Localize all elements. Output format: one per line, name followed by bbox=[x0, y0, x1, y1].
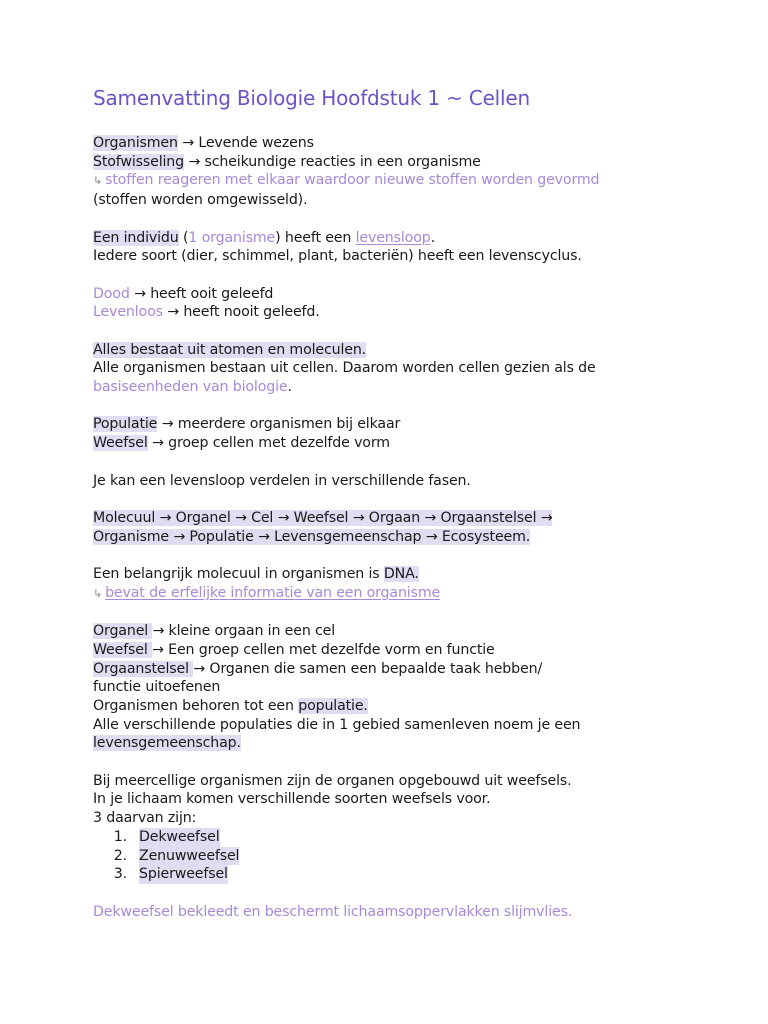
highlight-hierarchy: Molecuul → Organel → Cel → Weefsel → Orgaan → Orgaanstelsel → bbox=[93, 509, 553, 526]
definition-levenloos bbox=[93, 303, 693, 322]
definition-stofwisseling bbox=[93, 153, 693, 172]
sub-note-continuation: (stoffen worden omgewisseld). bbox=[93, 192, 308, 209]
list-item-label: Dekweefsel bbox=[139, 828, 220, 845]
list-number: 3. bbox=[113, 866, 127, 883]
orgaanstelsel-continuation: functie uitoefenen bbox=[93, 679, 221, 696]
definition-text: scheikundige reacties in een organisme bbox=[200, 153, 481, 170]
populatie-line bbox=[93, 697, 693, 716]
list-item-label: Zenuwweefsel bbox=[139, 847, 240, 864]
sub-note-stofwisseling bbox=[93, 171, 693, 191]
highlight-hierarchy: Organisme → Populatie → Levensgemeenschap → Ecosysteem. bbox=[93, 528, 531, 545]
atomen-line bbox=[93, 341, 693, 360]
list-item bbox=[93, 828, 693, 847]
term-organel: Organel bbox=[93, 623, 153, 640]
definition-text: Een groep cellen met dezelfde vorm en functie bbox=[163, 641, 495, 658]
hierarchy-line-1 bbox=[93, 509, 693, 528]
list-item bbox=[93, 847, 693, 866]
cellen-line: Alle organismen bestaan uit cellen. Daarom worden cellen gezien als de bbox=[93, 360, 596, 377]
sub-note-dna bbox=[93, 584, 693, 604]
definition-dood bbox=[93, 285, 693, 304]
term-levensgemeenschap: levensgemeenschap. bbox=[93, 735, 241, 752]
levensloop-link[interactable]: levensloop bbox=[355, 229, 431, 246]
term-organismen: Organismen bbox=[93, 135, 178, 151]
arrow-icon: → bbox=[167, 304, 179, 321]
individu-line bbox=[93, 229, 693, 248]
term-populatie: Populatie bbox=[93, 416, 158, 433]
definition-text: heeft nooit geleefd. bbox=[178, 304, 320, 321]
sub-arrow-icon: ↳ bbox=[93, 174, 103, 188]
arrow-icon: → bbox=[152, 623, 165, 640]
arrow-icon: → bbox=[161, 416, 174, 433]
definition-orgaanstelsel bbox=[93, 660, 693, 679]
definition-weefsel-2 bbox=[93, 641, 693, 660]
arrow-icon: → bbox=[152, 641, 164, 658]
dna-line bbox=[93, 565, 693, 584]
text-fragment: ( bbox=[178, 229, 189, 246]
document-page bbox=[93, 84, 693, 921]
arrow-icon: → bbox=[182, 135, 194, 151]
definition-text: Levende wezens bbox=[193, 135, 314, 151]
definition-weefsel bbox=[93, 434, 693, 453]
definition-populatie bbox=[93, 415, 693, 434]
weefsels-line-1: Bij meercellige organismen zijn de organen opgebouwd uit weefsels. bbox=[93, 772, 572, 789]
sub-arrow-icon: ↳ bbox=[93, 586, 103, 600]
hierarchy-line-2 bbox=[93, 528, 693, 547]
term-one-organism: 1 organisme bbox=[188, 229, 276, 246]
definition-text: Organen die samen een bepaalde taak hebben/ bbox=[204, 660, 543, 677]
levensgemeenschap-line bbox=[93, 734, 693, 753]
list-number: 1. bbox=[113, 828, 127, 845]
erfelijke-informatie-link[interactable]: bevat de erfelijke informatie van een organisme bbox=[105, 584, 441, 601]
sub-note-text: stoffen reageren met elkaar waardoor nieuwe stoffen worden gevormd bbox=[105, 172, 600, 189]
weefsel-list bbox=[93, 828, 693, 884]
list-item bbox=[93, 865, 693, 884]
arrow-icon: → bbox=[193, 660, 205, 677]
list-number: 2. bbox=[113, 847, 127, 864]
term-levenloos: Levenloos bbox=[93, 304, 163, 321]
term-orgaanstelsel: Orgaanstelsel bbox=[93, 660, 194, 677]
definition-text: kleine orgaan in een cel bbox=[164, 623, 336, 640]
term-weefsel: Weefsel bbox=[93, 435, 148, 452]
weefsels-line-2: In je lichaam komen verschillende soorten weefsels voor. bbox=[93, 791, 491, 808]
levensloop-fasen-line: Je kan een levensloop verdelen in verschillende fasen. bbox=[93, 472, 471, 489]
page-title: Samenvatting Biologie Hoofdstuk 1 ~ Cellen bbox=[93, 86, 530, 110]
weefsels-line-3: 3 daarvan zijn: bbox=[93, 810, 197, 827]
text-fragment: . bbox=[430, 229, 435, 246]
definition-organel bbox=[93, 622, 693, 641]
term-populatie: populatie. bbox=[298, 697, 368, 714]
dekweefsel-note: Dekweefsel bekleedt en beschermt lichaamsoppervlakken slijmvlies. bbox=[93, 903, 573, 920]
term-stofwisseling: Stofwisseling bbox=[93, 153, 184, 170]
arrow-icon: → bbox=[152, 435, 164, 452]
text-fragment: ) heeft een bbox=[275, 229, 356, 246]
arrow-icon: → bbox=[188, 153, 201, 170]
term-basiseenheden: basiseenheden van biologie bbox=[93, 379, 288, 396]
term-weefsel: Weefsel bbox=[93, 641, 153, 658]
text-fragment: Organismen behoren tot een bbox=[93, 697, 299, 714]
list-item-label: Spierweefsel bbox=[139, 866, 228, 883]
definition-organismen bbox=[93, 134, 693, 153]
definition-text: meerdere organismen bij elkaar bbox=[173, 416, 401, 433]
levenscyclus-line: Iedere soort (dier, schimmel, plant, bacteriën) heeft een levenscyclus. bbox=[93, 248, 582, 265]
populaties-line: Alle verschillende populaties die in 1 gebied samenleven noem je een bbox=[93, 716, 581, 733]
basiseenheden-line bbox=[93, 378, 693, 397]
term-dna: DNA. bbox=[383, 566, 419, 583]
arrow-icon: → bbox=[134, 285, 146, 302]
highlight-atomen: Alles bestaat uit atomen en moleculen. bbox=[93, 341, 367, 358]
text-fragment: Een belangrijk molecuul in organismen is bbox=[93, 566, 384, 583]
text-fragment: . bbox=[287, 379, 292, 396]
term-individu: Een individu bbox=[93, 229, 179, 246]
term-dood: Dood bbox=[93, 285, 130, 302]
definition-text: heeft ooit geleefd bbox=[145, 285, 274, 302]
definition-text: groep cellen met dezelfde vorm bbox=[163, 435, 390, 452]
